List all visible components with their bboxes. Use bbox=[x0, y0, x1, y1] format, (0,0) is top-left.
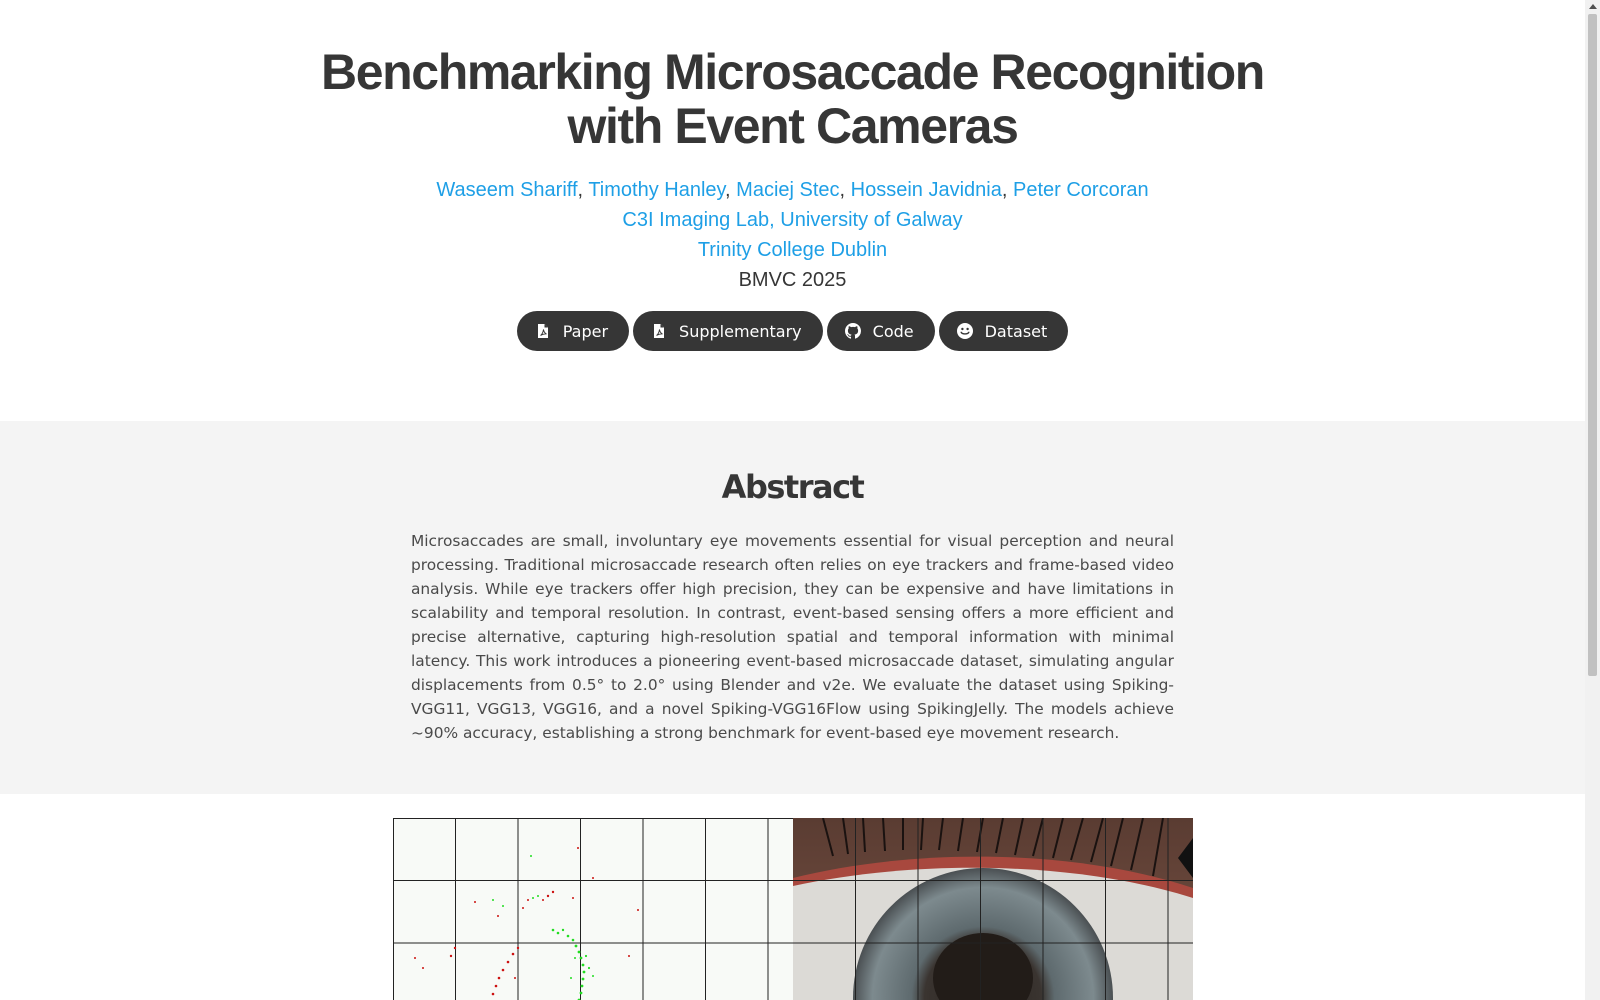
title-line-1: Benchmarking Microsaccade Recognition bbox=[321, 44, 1264, 100]
abstract-section bbox=[0, 421, 1585, 794]
affiliation-link-galway[interactable]: C3I Imaging Lab, University of Galway bbox=[622, 209, 963, 231]
author-link-corcoran[interactable]: Peter Corcoran bbox=[1012, 179, 1149, 201]
abstract-heading: Abstract bbox=[721, 468, 864, 506]
github-icon bbox=[845, 323, 861, 339]
page-title bbox=[0, 0, 1585, 153]
dataset-button-label: Dataset bbox=[984, 321, 1048, 341]
affiliation-link-tcd[interactable]: Trinity College Dublin bbox=[697, 239, 888, 261]
supplementary-button-label: Supplementary bbox=[679, 321, 802, 341]
supplementary-button[interactable] bbox=[633, 311, 823, 351]
file-pdf-icon bbox=[651, 323, 667, 339]
file-pdf-icon bbox=[535, 323, 551, 339]
eye-render-panel bbox=[793, 818, 1193, 1000]
page-scrollbar[interactable] bbox=[1585, 0, 1600, 1000]
author-separator: , bbox=[725, 179, 731, 201]
author-link-shariff[interactable]: Waseem Shariff bbox=[436, 179, 578, 201]
author-link-javidnia[interactable]: Hossein Javidnia bbox=[850, 179, 1002, 201]
teaser-figure bbox=[393, 818, 1193, 1000]
paper-button[interactable] bbox=[517, 311, 629, 351]
scroll-up-arrow[interactable] bbox=[1589, 4, 1597, 9]
author-separator: , bbox=[839, 179, 846, 201]
code-button-label: Code bbox=[872, 321, 914, 341]
affiliation-1 bbox=[0, 205, 1585, 235]
author-link-stec[interactable]: Maciej Stec bbox=[736, 179, 840, 201]
event-frame-panel bbox=[393, 818, 794, 1000]
author-link-hanley[interactable]: Timothy Hanley bbox=[588, 179, 726, 201]
author-separator: , bbox=[577, 179, 584, 201]
author-separator: , bbox=[1001, 179, 1008, 201]
hero-section bbox=[0, 0, 1585, 421]
link-buttons bbox=[0, 311, 1585, 351]
venue-label: BMVC 2025 bbox=[738, 269, 847, 291]
affiliation-2 bbox=[0, 235, 1585, 265]
scroll-thumb[interactable] bbox=[1588, 14, 1597, 676]
author-list bbox=[0, 175, 1585, 205]
smile-icon bbox=[957, 323, 973, 339]
abstract-text: Microsaccades are small, involuntary eye movements essential for visual perception and neural processing. Traditional microsaccade research often relies on eye trackers and frame-based video analysis. While eye trackers offer high precision, they can be expensive and have limitations in scalability and temporal resolution. In contrast, event-based sensing offers a more efficient and precise alternative, capturing high-resolution spatial and temporal information with minimal latency. This work introduces a pioneering event-based microsaccade dataset, simulating angular displacements from 0.5° to 2.0° using Blender and v2e. We evaluate the dataset using Spiking-VGG11, VGG13, VGG16, and a novel Spiking-VGG16Flow using SpikingJelly. The models achieve ~90% accuracy, establishing a strong benchmark for event-based eye movement research. bbox=[411, 532, 1174, 742]
code-button[interactable] bbox=[827, 311, 935, 351]
dataset-button[interactable] bbox=[939, 311, 1069, 351]
title-line-2: with Event Cameras bbox=[567, 98, 1018, 154]
teaser-figure-image bbox=[393, 818, 1193, 1000]
paper-button-label: Paper bbox=[562, 321, 609, 341]
